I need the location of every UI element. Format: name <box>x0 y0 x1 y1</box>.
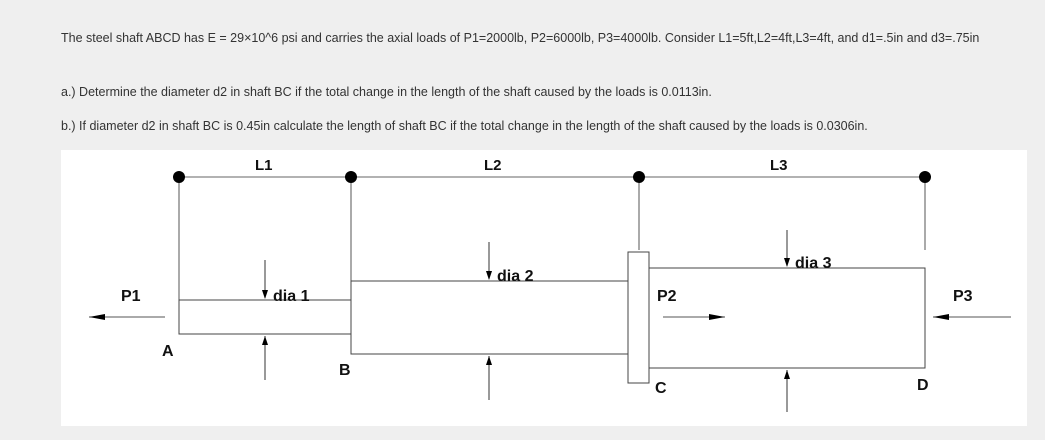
shaft-segment-bc <box>351 281 639 354</box>
collar-c <box>628 252 649 383</box>
p1-arrow <box>89 314 105 320</box>
dimension-dot <box>633 171 645 183</box>
dimension-dot <box>919 171 931 183</box>
dia1-arrow-up <box>262 336 268 345</box>
label-p2: P2 <box>657 288 677 305</box>
label-dia3: dia 3 <box>795 255 832 272</box>
shaft-diagram <box>61 150 1027 426</box>
shaft-figure <box>61 150 1027 426</box>
dia2-arrow-up <box>486 356 492 365</box>
label-p3: P3 <box>953 288 973 305</box>
label-l2: L2 <box>484 157 502 174</box>
shaft-segment-cd <box>649 268 925 368</box>
label-point-a: A <box>162 343 174 360</box>
label-l3: L3 <box>770 157 788 174</box>
shaft-segment-ab <box>179 300 351 334</box>
label-dia1: dia 1 <box>273 288 310 305</box>
label-point-c: C <box>655 380 667 397</box>
dimension-dot <box>173 171 185 183</box>
label-point-b: B <box>339 362 351 379</box>
dia3-arrow-up <box>784 370 790 379</box>
dimension-dot <box>345 171 357 183</box>
statement-text: The steel shaft ABCD has E = 29×10^6 psi and carries the axial loads of P1=2000lb, P2=6000lb, P3=4000lb. Consider L1=5ft,L2=4ft,L3=4ft, and d1=.5in and d3=.75in <box>61 31 980 45</box>
dia1-arrow-down <box>262 290 268 299</box>
dia3-arrow-down <box>784 258 790 267</box>
part-a-text: a.) Determine the diameter d2 in shaft BC if the total change in the length of the shaft caused by the loads is 0.0113in. <box>61 85 712 99</box>
label-p1: P1 <box>121 288 141 305</box>
label-dia2: dia 2 <box>497 268 534 285</box>
label-point-d: D <box>917 377 929 394</box>
dia2-arrow-down <box>486 271 492 280</box>
p3-arrow <box>933 314 949 320</box>
problem-statement <box>61 28 1021 48</box>
part-b-text: b.) If diameter d2 in shaft BC is 0.45in calculate the length of shaft BC if the total change in the length of the shaft caused by the loads is 0.0306in. <box>61 119 868 133</box>
label-l1: L1 <box>255 157 273 174</box>
